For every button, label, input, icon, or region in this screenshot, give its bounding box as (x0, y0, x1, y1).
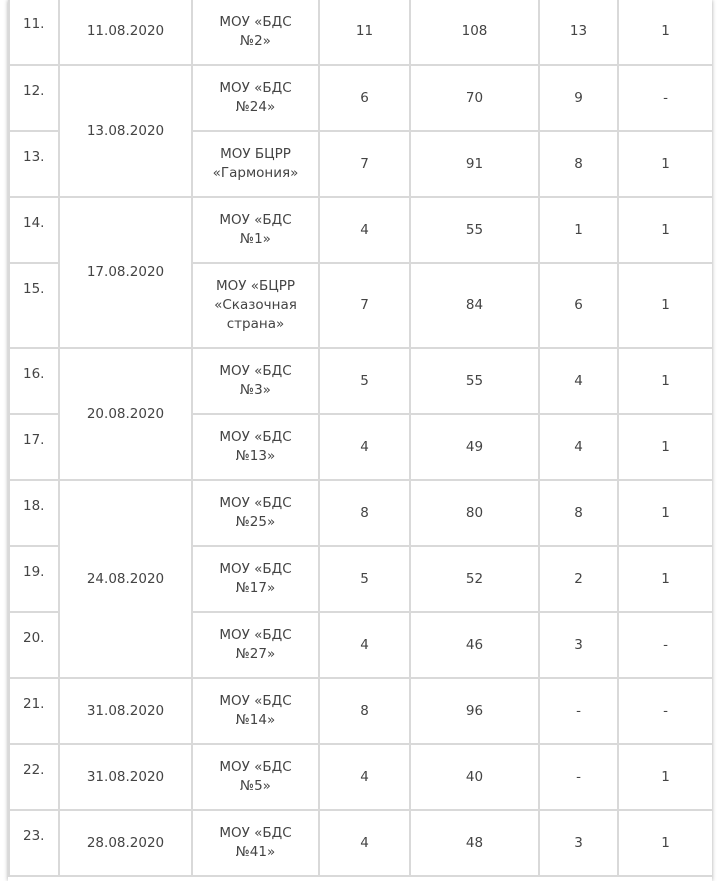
row-number: 21. (9, 678, 59, 744)
value-cell: 11 (319, 0, 410, 65)
row-number: 17. (9, 414, 59, 480)
value-cell: 96 (410, 678, 539, 744)
value-cell: 4 (319, 612, 410, 678)
organization-line: №25» (235, 514, 276, 530)
table-row (9, 348, 712, 414)
organization-cell (192, 0, 319, 65)
value-cell: 1 (618, 480, 712, 546)
organization-line: №27» (235, 646, 276, 662)
value-cell: - (539, 678, 618, 744)
value-cell: 55 (410, 348, 539, 414)
row-number: 19. (9, 546, 59, 612)
value-cell: 2 (539, 546, 618, 612)
table-row (9, 0, 712, 65)
organization-cell (192, 197, 319, 263)
organization-cell (192, 65, 319, 131)
value-cell: 4 (539, 414, 618, 480)
value-cell: 13 (539, 0, 618, 65)
organization-cell (192, 612, 319, 678)
table-row (9, 480, 712, 546)
organization-line: №5» (240, 778, 271, 794)
value-cell: 80 (410, 480, 539, 546)
organization-line: МОУ «БДС (219, 13, 292, 30)
value-cell: - (618, 65, 712, 131)
row-number: 15. (9, 263, 59, 348)
value-cell: 108 (410, 0, 539, 65)
value-cell: 6 (539, 263, 618, 348)
date-cell: 24.08.2020 (59, 480, 192, 678)
value-cell: 8 (319, 480, 410, 546)
table-row (9, 810, 712, 876)
organization-cell (192, 414, 319, 480)
row-number: 14. (9, 197, 59, 263)
value-cell: 8 (539, 131, 618, 197)
organization-cell (192, 678, 319, 744)
organization-line: МОУ «БЦРР (215, 278, 296, 294)
date-cell: 13.08.2020 (59, 65, 192, 197)
row-number: 18. (9, 480, 59, 546)
organization-cell (192, 131, 319, 197)
organization-line: МОУ «БДС (219, 825, 292, 841)
organization-cell (192, 810, 319, 876)
row-number: 16. (9, 348, 59, 414)
value-cell: 6 (319, 65, 410, 131)
value-cell: 1 (618, 744, 712, 810)
value-cell: 40 (410, 744, 539, 810)
organization-line: №17» (235, 580, 276, 596)
value-cell: 5 (319, 348, 410, 414)
date-cell: 31.08.2020 (59, 744, 192, 810)
date-cell: 20.08.2020 (59, 348, 192, 480)
value-cell: 3 (539, 810, 618, 876)
table-row (9, 197, 712, 263)
value-cell: 4 (319, 197, 410, 263)
value-cell: 9 (539, 65, 618, 131)
organization-line: МОУ «БДС (219, 561, 292, 577)
row-number: 12. (9, 65, 59, 131)
organization-line: МОУ БЦРР (220, 146, 291, 162)
organization-line: МОУ «БДС (219, 363, 292, 379)
organization-line: МОУ «БДС (219, 759, 292, 775)
table-frame (8, 0, 712, 881)
value-cell: 1 (618, 197, 712, 263)
table-row (9, 744, 712, 810)
row-number: 11. (9, 0, 59, 65)
date-cell: 28.08.2020 (59, 810, 192, 876)
value-cell: 7 (319, 263, 410, 348)
value-cell: 7 (319, 131, 410, 197)
value-cell: 1 (618, 810, 712, 876)
value-cell: 46 (410, 612, 539, 678)
organization-line: №24» (235, 99, 276, 115)
value-cell: 4 (319, 810, 410, 876)
organization-line: МОУ «БДС (219, 495, 292, 511)
organization-cell (192, 348, 319, 414)
value-cell: 4 (319, 744, 410, 810)
value-cell: 1 (618, 348, 712, 414)
table-row (9, 678, 712, 744)
value-cell: 48 (410, 810, 539, 876)
organization-line: МОУ «БДС (219, 627, 292, 643)
value-cell: 1 (539, 197, 618, 263)
value-cell: 1 (618, 414, 712, 480)
value-cell: 91 (410, 131, 539, 197)
organization-line: №2» (240, 32, 271, 49)
value-cell: 8 (539, 480, 618, 546)
value-cell: 8 (319, 678, 410, 744)
value-cell: 3 (539, 612, 618, 678)
value-cell: 55 (410, 197, 539, 263)
organization-line: МОУ «БДС (219, 429, 292, 445)
value-cell: 70 (410, 65, 539, 131)
value-cell: 49 (410, 414, 539, 480)
value-cell: 1 (618, 263, 712, 348)
organization-cell (192, 546, 319, 612)
value-cell: 4 (539, 348, 618, 414)
organization-cell (192, 480, 319, 546)
date-cell: 31.08.2020 (59, 678, 192, 744)
value-cell: 1 (618, 131, 712, 197)
value-cell: 84 (410, 263, 539, 348)
value-cell: - (618, 612, 712, 678)
row-number: 23. (9, 810, 59, 876)
row-number: 20. (9, 612, 59, 678)
value-cell: 52 (410, 546, 539, 612)
date-cell: 17.08.2020 (59, 197, 192, 348)
value-cell: - (618, 678, 712, 744)
organization-cell (192, 744, 319, 810)
organization-line: «Гармония» (212, 165, 299, 181)
organization-line: МОУ «БДС (219, 212, 292, 228)
value-cell: 4 (319, 414, 410, 480)
organization-cell (192, 263, 319, 348)
date-cell: 11.08.2020 (59, 0, 192, 65)
organization-line: №3» (240, 382, 271, 398)
organization-line: №14» (235, 712, 276, 728)
organization-line: МОУ «БДС (219, 80, 292, 96)
organization-line: №13» (235, 448, 276, 464)
row-number: 13. (9, 131, 59, 197)
value-cell: 5 (319, 546, 410, 612)
organization-line: МОУ «БДС (219, 693, 292, 709)
organization-line: №1» (240, 231, 271, 247)
organization-line: страна» (226, 316, 285, 332)
organization-line: «Сказочная (214, 297, 297, 313)
organization-line: №41» (235, 844, 276, 860)
value-cell: - (539, 744, 618, 810)
row-number: 22. (9, 744, 59, 810)
value-cell: 1 (618, 546, 712, 612)
value-cell: 1 (618, 0, 712, 65)
table-row (9, 65, 712, 131)
schedule-table (8, 0, 712, 877)
